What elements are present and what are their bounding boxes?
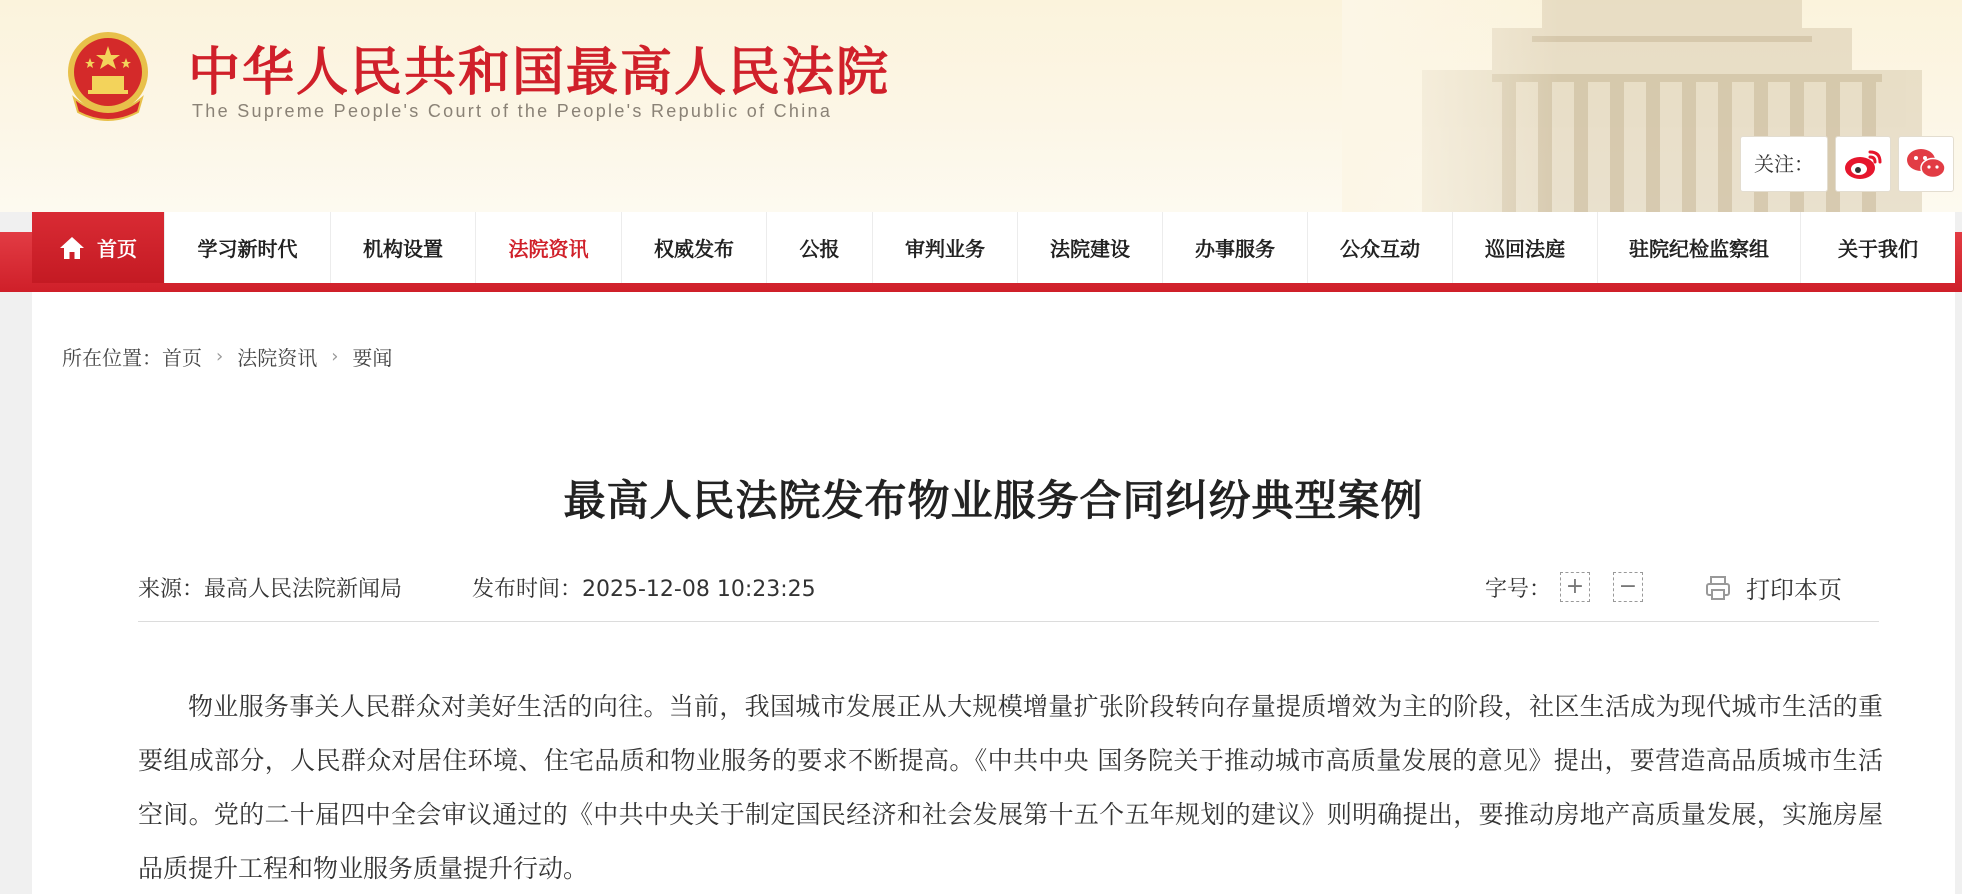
- home-icon: [59, 236, 85, 260]
- nav-item-label: 驻院纪检监察组: [1629, 237, 1769, 261]
- follow-label: 关注：: [1740, 136, 1828, 192]
- breadcrumb-prefix: 所在位置：: [62, 346, 162, 370]
- nav-item-trial-business[interactable]: [873, 212, 1018, 283]
- nav-item-organization[interactable]: [331, 212, 476, 283]
- article-paragraph: 物业服务事关人民群众对美好生活的向往。当前，我国城市发展正从大规模增量扩张阶段转向存量提质增效为主的阶段，社区生活成为现代城市生活的重要组成部分，人民群众对居住环境、住宅品质和物业服务的要求不断提高。《中共中央 国务院关于推动城市高质量发展的意见》提出，要营造高品质城市生活空间。党的二十届四中全会审议通过的《中共中央关于制定国民经济和社会发展第十五个五年规划的建议》则明确提出，要推动房地产高质量发展，实施房屋品质提升工程和物业服务质量提升行动。: [138, 692, 1883, 883]
- chevron-right-icon: ›: [216, 346, 224, 367]
- article-publish-time: 发布时间：2025-12-08 10:23:25: [472, 577, 816, 602]
- nav-item-label: 审判业务: [905, 237, 985, 261]
- weibo-icon: [1842, 146, 1884, 182]
- breadcrumb: [62, 342, 392, 371]
- font-decrease-button[interactable]: −: [1613, 572, 1643, 602]
- nav-item-gazette[interactable]: [767, 212, 873, 283]
- nav-item-label: 学习新时代: [197, 237, 298, 261]
- article-meta: [138, 572, 1879, 622]
- breadcrumb-item-home[interactable]: 首页: [162, 346, 202, 370]
- nav-item-label: 权威发布: [654, 237, 734, 261]
- nav-item-public-interaction[interactable]: [1308, 212, 1453, 283]
- font-increase-button[interactable]: +: [1560, 572, 1590, 602]
- site-title: 中华人民共和国最高人民法院: [188, 42, 891, 103]
- article-container: [32, 292, 1955, 894]
- font-size-label: 字号：: [1485, 577, 1552, 602]
- breadcrumb-item-headlines[interactable]: 要闻: [352, 346, 393, 370]
- nav-item-services[interactable]: [1163, 212, 1308, 283]
- nav-item-label: 公报: [799, 237, 840, 261]
- national-emblem-logo: [60, 28, 156, 128]
- nav-item-label: 首页: [97, 237, 137, 261]
- nav-menu: [32, 212, 1955, 283]
- nav-item-court-news[interactable]: [476, 212, 622, 283]
- nav-item-circuit-court[interactable]: [1453, 212, 1598, 283]
- nav-item-label: 机构设置: [363, 237, 443, 261]
- breadcrumb-item-court-news[interactable]: 法院资讯: [237, 346, 318, 370]
- print-label: 打印本页: [1746, 576, 1842, 604]
- nav-item-about-us[interactable]: [1801, 212, 1955, 283]
- site-subtitle-english: The Supreme People's Court of the People's Republic of China: [192, 101, 833, 121]
- nav-item-label: 办事服务: [1195, 237, 1275, 261]
- site-header: [0, 0, 1962, 212]
- article-source: 来源：最高人民法院新闻局: [138, 577, 403, 602]
- printer-icon: [1704, 574, 1732, 602]
- nav-item-study-new-era[interactable]: [165, 212, 331, 283]
- weibo-button[interactable]: [1835, 136, 1891, 192]
- nav-item-label: 巡回法庭: [1485, 237, 1565, 261]
- nav-item-home[interactable]: [32, 212, 165, 283]
- nav-item-discipline-inspection[interactable]: [1598, 212, 1801, 283]
- chevron-right-icon: ›: [331, 346, 339, 367]
- nav-item-label: 公众互动: [1340, 237, 1420, 261]
- nav-item-label: 法院建设: [1050, 237, 1130, 261]
- article-title: 最高人民法院发布物业服务合同纠纷典型案例: [563, 476, 1424, 525]
- wechat-icon: [1905, 146, 1947, 182]
- wechat-button[interactable]: [1898, 136, 1954, 192]
- nav-item-label: 法院资讯: [508, 237, 589, 261]
- main-navigation: [0, 212, 1962, 292]
- nav-item-authoritative-release[interactable]: [622, 212, 767, 283]
- print-button[interactable]: [1704, 570, 1842, 605]
- nav-item-court-construction[interactable]: [1018, 212, 1163, 283]
- article-body: [138, 680, 1883, 894]
- nav-item-label: 关于我们: [1838, 237, 1918, 261]
